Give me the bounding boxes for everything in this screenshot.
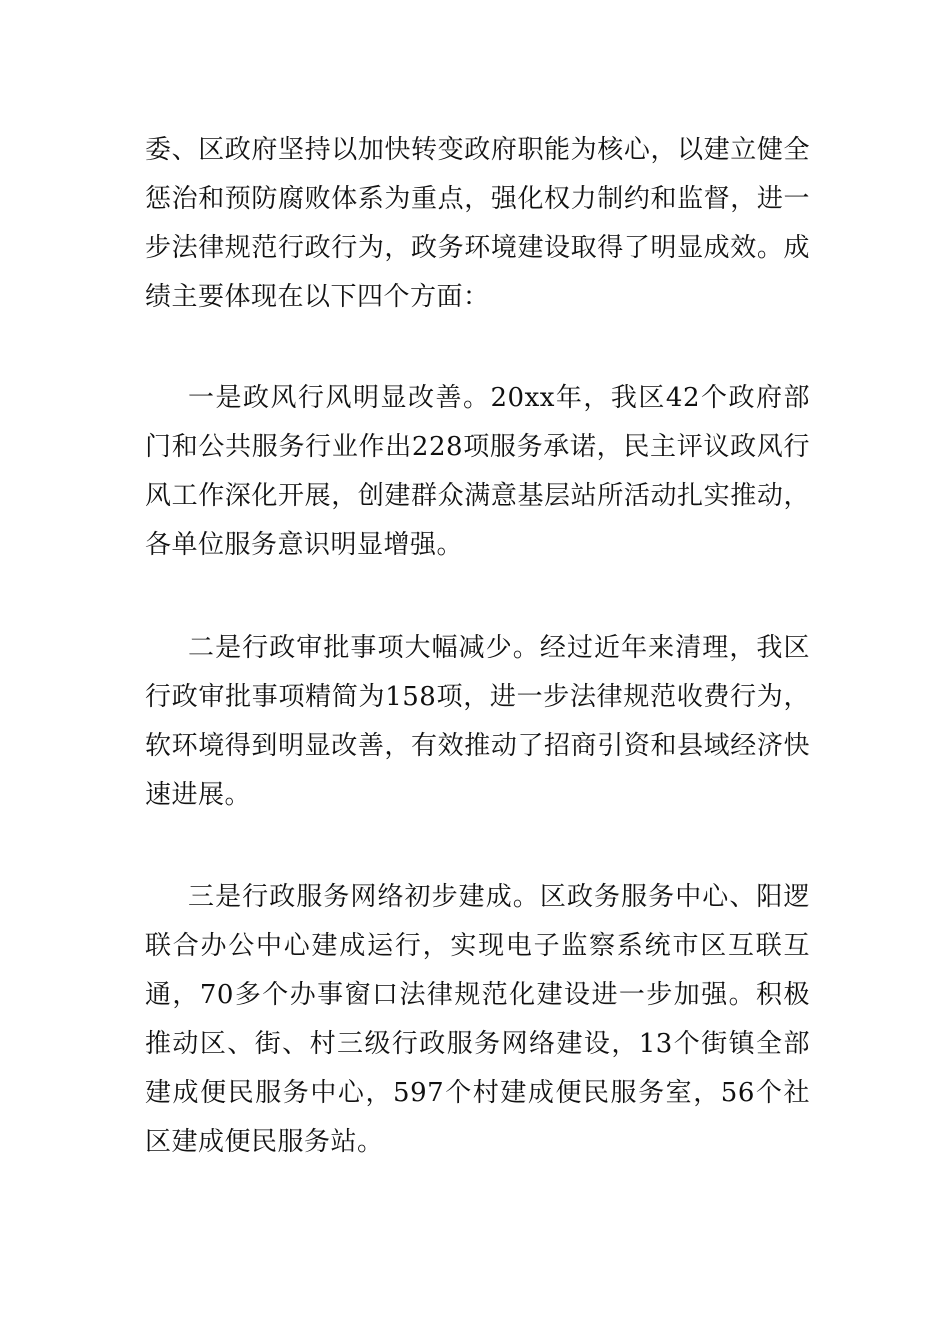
paragraph-point-one: 一是政风行风明显改善。20xx年，我区42个政府部门和公共服务行业作出228项服务承诺，民主评议政风行风工作深化开展，创建群众满意基层站所活动扎实推动，各单位服务意识明显增强。: [145, 383, 810, 560]
paragraph-point-three: 三是行政服务网络初步建成。区政务服务中心、阳逻联合办公中心建成运行，实现电子监察系统市区互联互通，70多个办事窗口法律规范化建设进一步加强。积极推动区、街、村三级行政服务网络建设，13个街镇全部建成便民服务中心，597个村建成便民服务室，56个社区建成便民服务站。: [145, 882, 810, 1157]
paragraph-intro: 委、区政府坚持以加快转变政府职能为核心，以建立健全惩治和预防腐败体系为重点，强化权力制约和监督，进一步法律规范行政行为，政务环境建设取得了明显成效。成绩主要体现在以下四个方面：: [145, 135, 810, 312]
paragraph-point-two: 二是行政审批事项大幅减少。经过近年来清理，我区行政审批事项精简为158项，进一步法律规范收费行为，软环境得到明显改善，有效推动了招商引资和县域经济快速进展。: [145, 633, 810, 810]
